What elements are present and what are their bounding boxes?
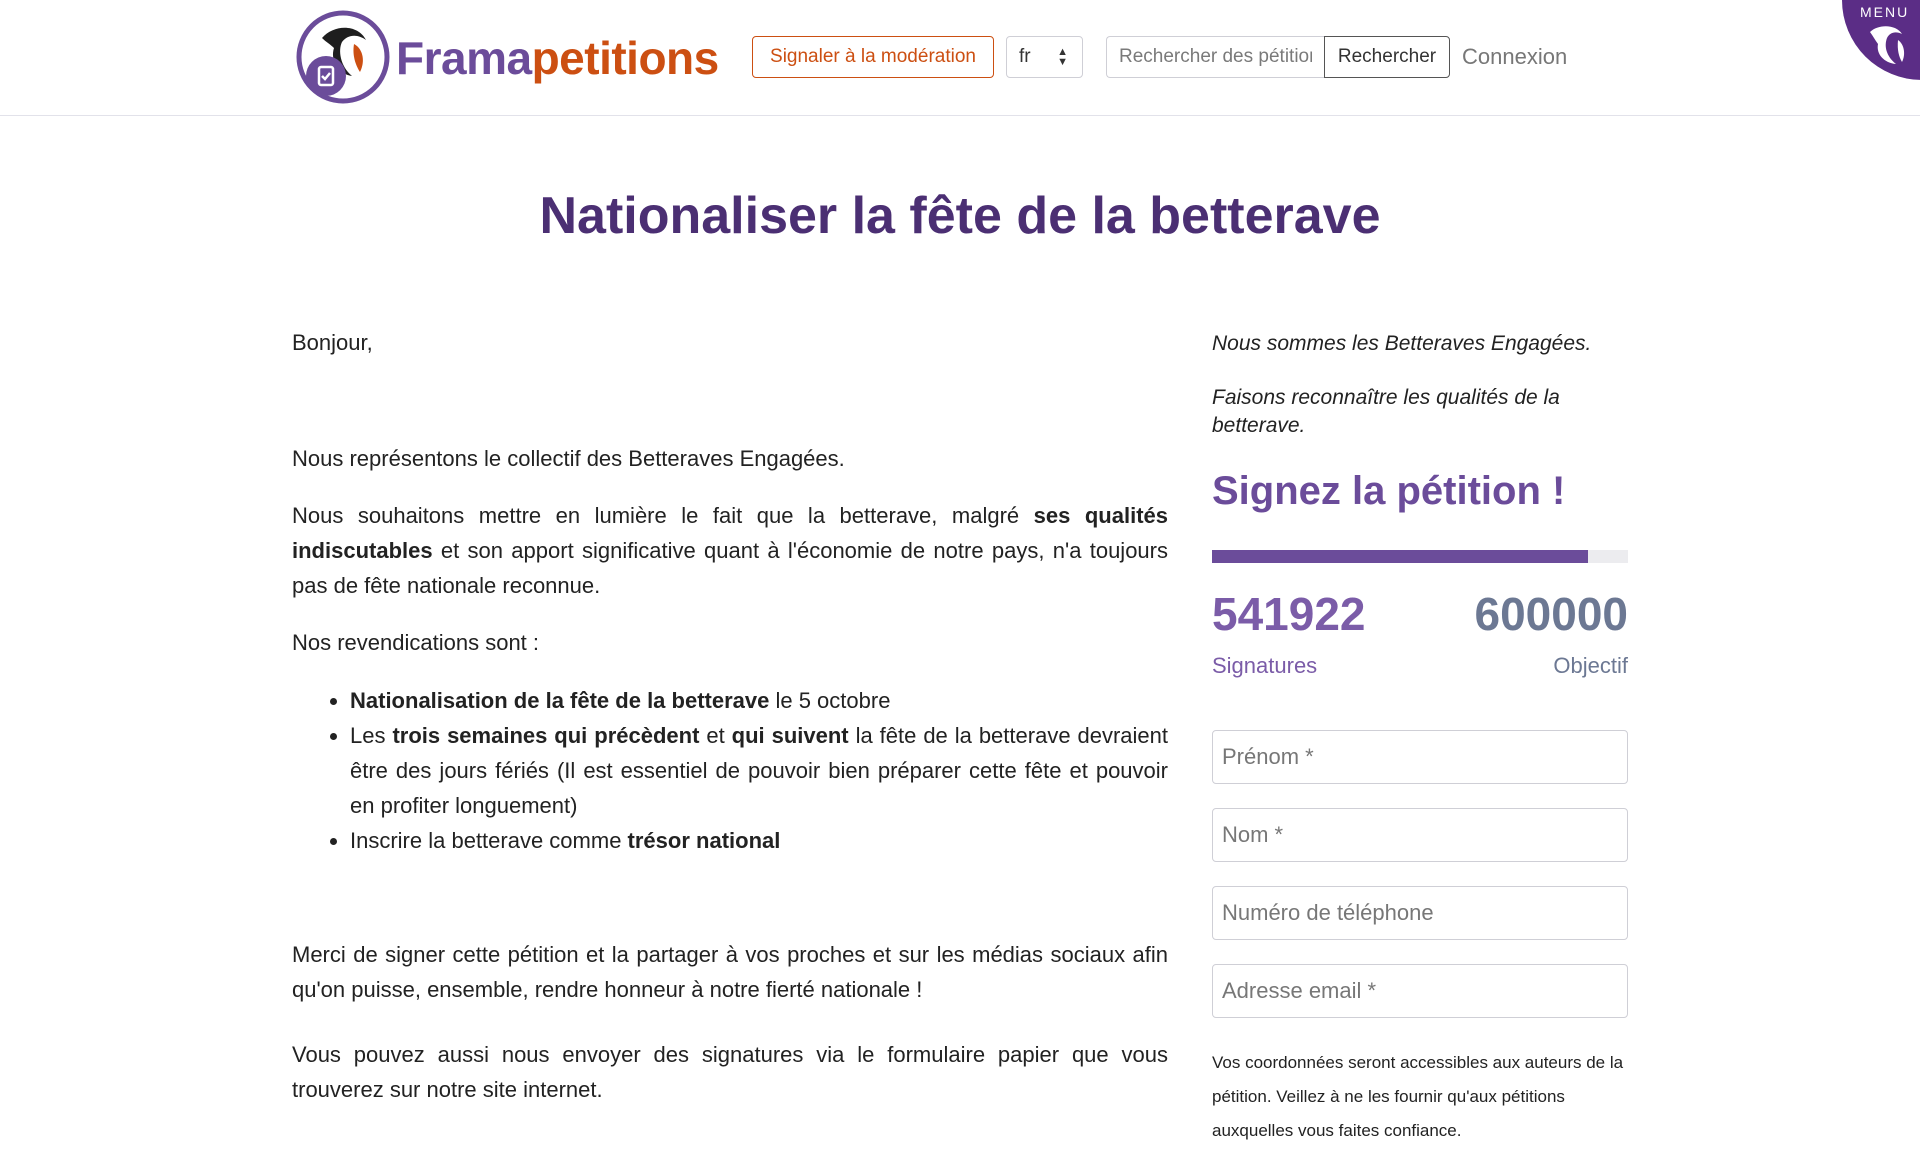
bold-run: trois semaines qui précèdent (392, 723, 700, 748)
menu-fox-icon[interactable] (1862, 22, 1912, 70)
privacy-notice: Vos coordonnées seront accessibles aux auteurs de la pétition. Veillez à ne les fournir qu'aux pétitions auxquelles vous faites confiance. (1212, 1053, 1624, 1140)
sign-heading: Signez la pétition ! (1212, 469, 1566, 513)
bold-run: Nationalisation de la fête de la betterave (350, 688, 770, 713)
text-run: Inscrire la betterave comme (350, 828, 628, 853)
lastname-field[interactable] (1212, 808, 1628, 862)
search-input[interactable] (1106, 36, 1324, 78)
list-item (350, 823, 1168, 858)
bold-run: qui suivent (731, 723, 849, 748)
list-item (350, 683, 1168, 718)
text-run: et (699, 723, 732, 748)
phone-field[interactable] (1212, 886, 1628, 940)
bold-run: trésor national (627, 828, 781, 853)
firstname-field[interactable] (1212, 730, 1628, 784)
brand-name[interactable] (396, 28, 719, 88)
text-run: la fête de la betterave devraient être des jours fériés (Il est essentiel de pouvoir bien préparer cette fête et pouvoir en profiter longuement) (350, 723, 1169, 818)
signature-progress-bar (1212, 550, 1628, 563)
text-run: et son apport significative quant à l'économie de notre pays, n'a toujours pas de fête nationale reconnue. (292, 538, 1168, 598)
signature-count: 541922 (1212, 588, 1366, 640)
petition-title: Nationaliser la fête de la betterave (539, 187, 1381, 245)
menu-label[interactable]: MENU (1860, 4, 1910, 20)
claims-heading: Nos revendications sont : (292, 630, 540, 655)
petition-summary: Faisons reconnaître les qualités de la betterave. (1212, 386, 1560, 437)
claims-list (292, 683, 1168, 858)
goal-label: Objectif (1553, 653, 1628, 678)
search-button[interactable]: Rechercher (1324, 36, 1450, 78)
select-arrows-icon: ▲ ▼ (1057, 46, 1068, 68)
petition-thanks: Merci de signer cette pétition et la partager à vos proches et sur les médias sociaux afin qu'on puisse, ensemble, rendre honneur à notre fierté nationale ! (292, 942, 1168, 1002)
petition-intro: Nous représentons le collectif des Betteraves Engagées. (292, 446, 845, 471)
text-run: Les (350, 723, 393, 748)
brand-part-petitions: petitions (531, 32, 719, 84)
petition-greeting: Bonjour, (292, 330, 373, 355)
language-select-value: fr (1019, 46, 1031, 67)
author-tagline: Nous sommes les Betteraves Engagées. (1212, 332, 1592, 355)
site-header (0, 0, 1920, 116)
report-moderation-button[interactable]: Signaler à la modération (752, 36, 994, 78)
list-item (350, 718, 1168, 823)
petition-main-paragraph (292, 498, 1168, 603)
login-link[interactable]: Connexion (1462, 44, 1568, 69)
bold-run: ses qualités indiscutables (292, 503, 1169, 563)
signatures-label: Signatures (1212, 653, 1318, 678)
goal-count: 600000 (1474, 588, 1628, 640)
petition-paper-form: Vous pouvez aussi nous envoyer des signatures via le formulaire papier que vous trouverez sur notre site internet. (292, 1042, 1168, 1102)
email-field[interactable] (1212, 964, 1628, 1018)
framapetitions-logo-icon[interactable] (296, 10, 390, 104)
text-run: Nous souhaitons mettre en lumière le fait que la betterave, malgré (292, 503, 1034, 528)
progress-fill (1212, 550, 1588, 563)
language-select[interactable] (1006, 36, 1083, 78)
text-run: le 5 octobre (769, 688, 891, 713)
brand-part-frama: Frama (396, 32, 532, 84)
